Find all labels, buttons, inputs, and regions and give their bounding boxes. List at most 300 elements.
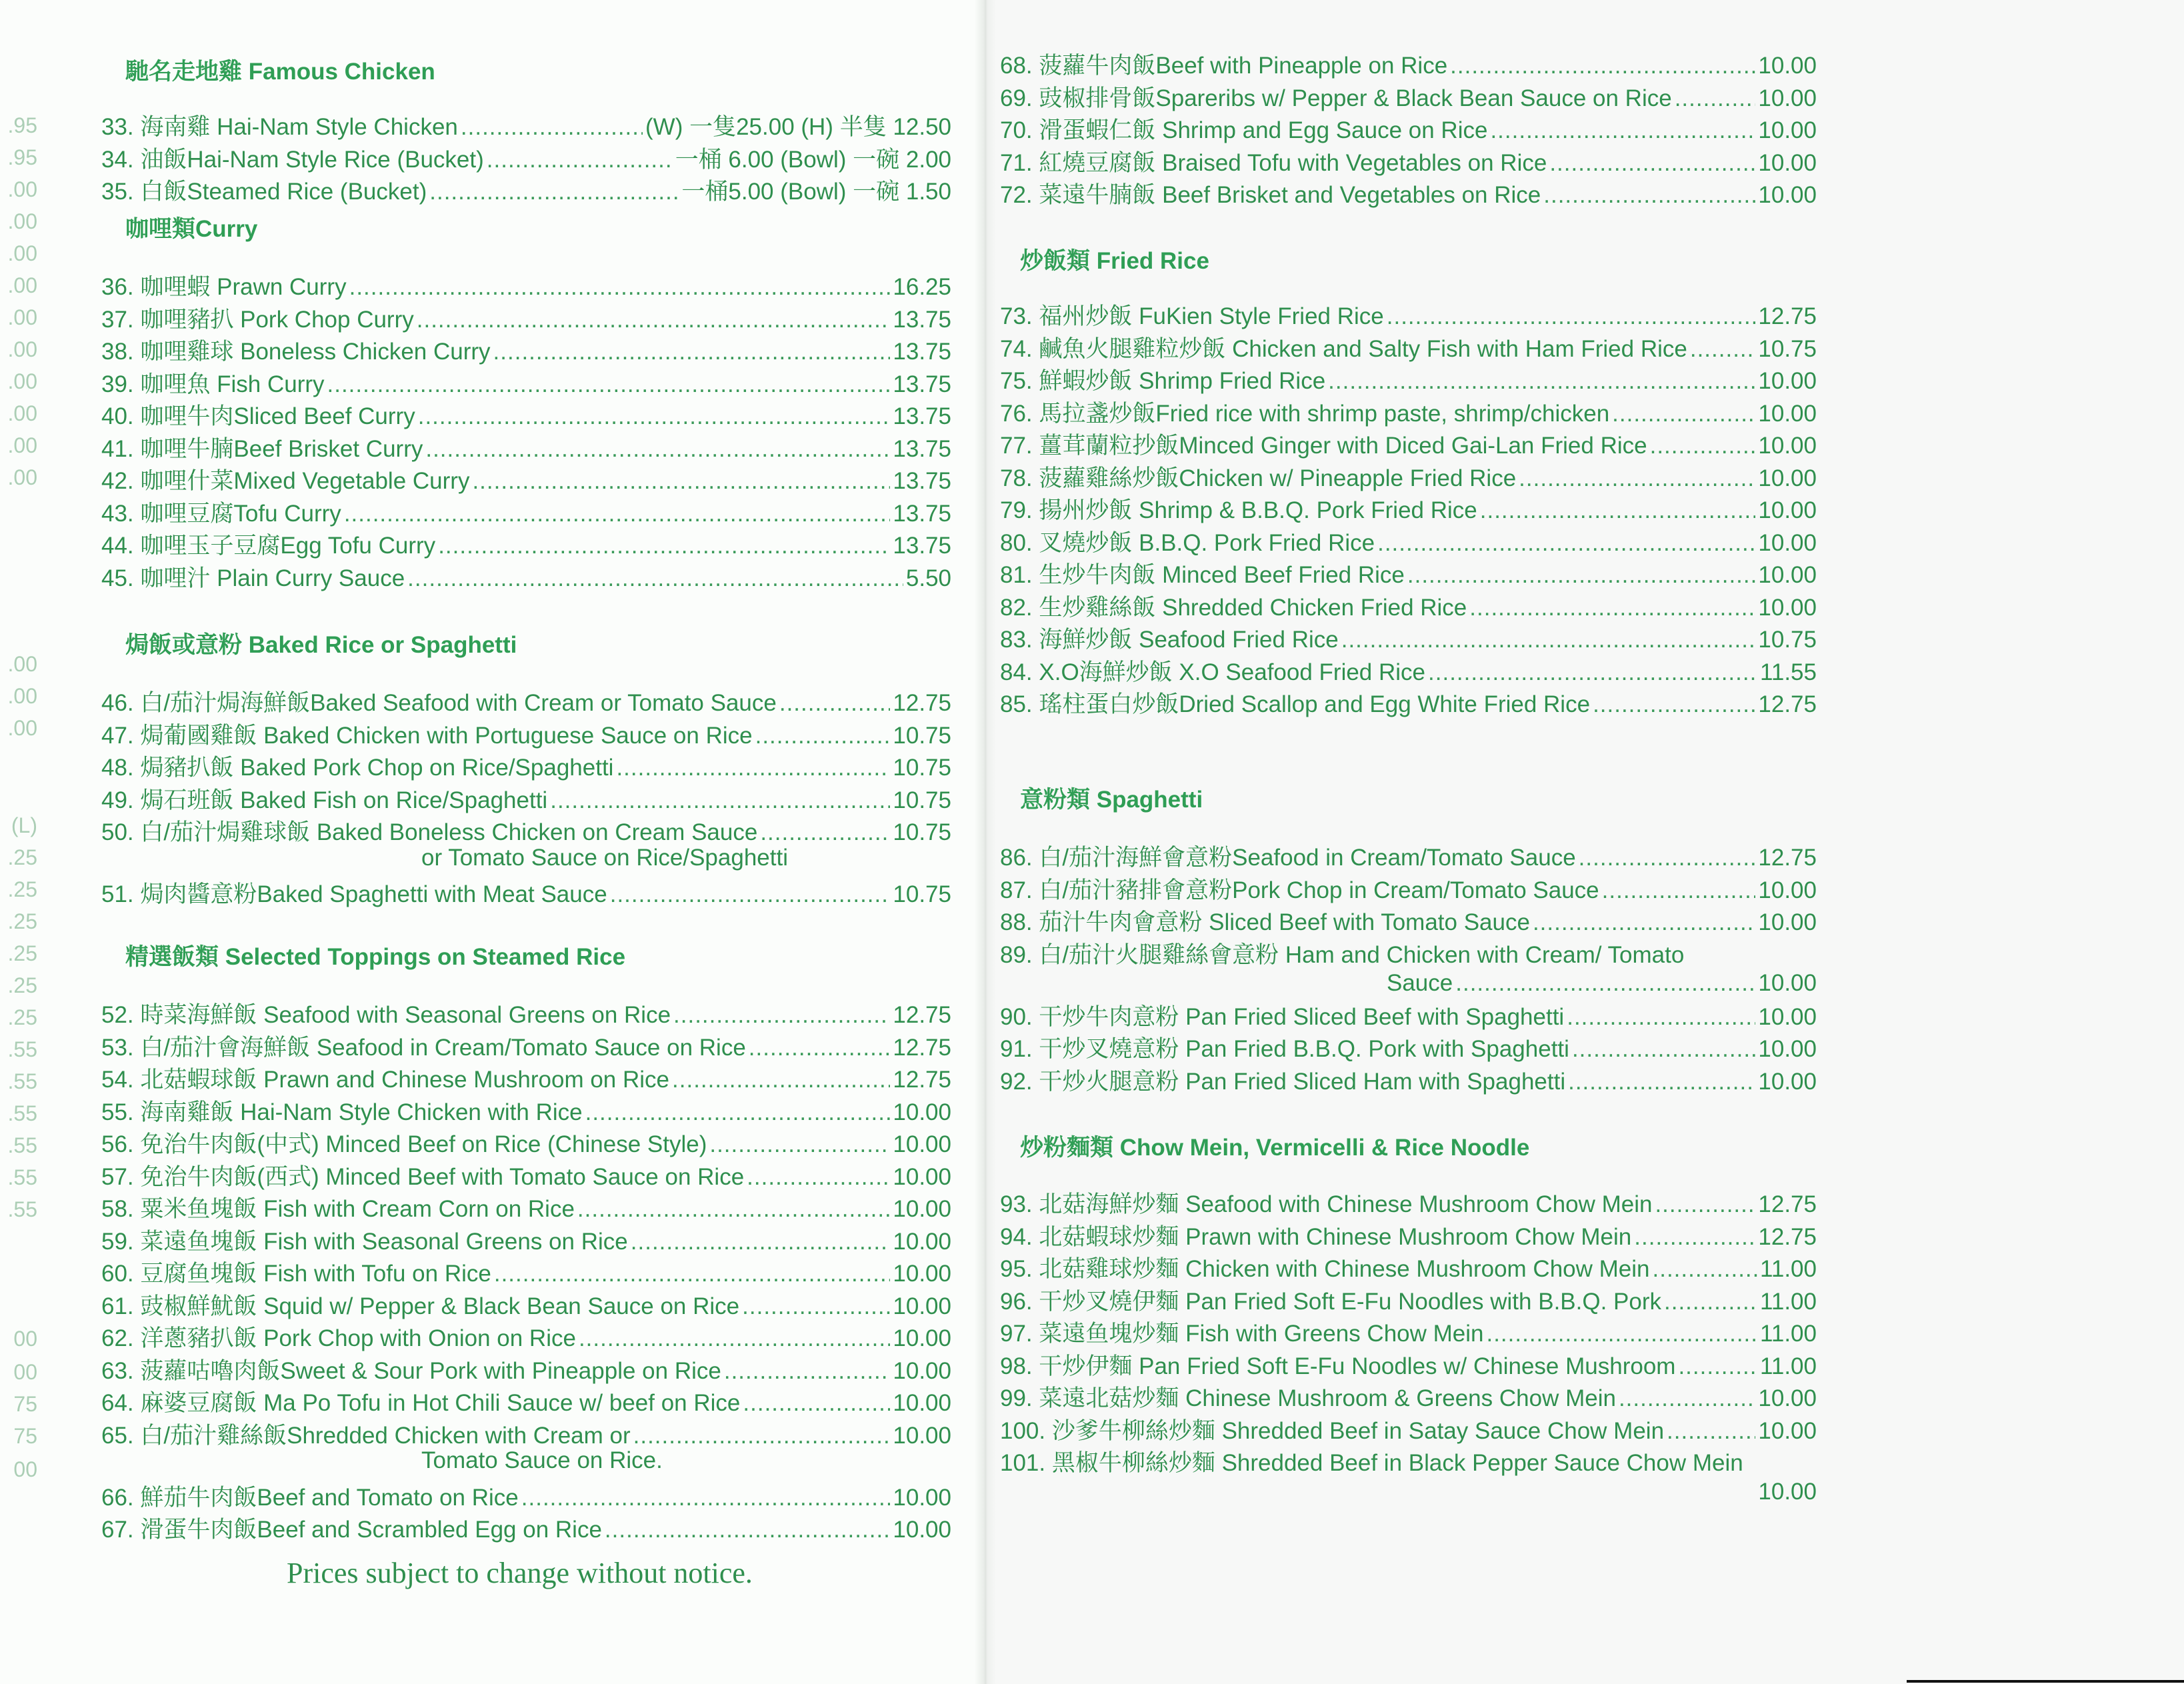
menu-item: [101, 401, 951, 432]
edge-fragment: .00: [7, 652, 37, 676]
menu-item-name: 61. 豉椒鮮魷飯 Squid w/ Pepper & Black Bean Sauce on Rice: [101, 1293, 740, 1319]
menu-item-name: 95. 北菇雞球炒麵 Chicken with Chinese Mushroom Chow Mein: [1000, 1256, 1650, 1282]
menu-item-name: 78. 菠蘿雞絲炒飯Chicken w/ Pineapple Fried Rice: [1000, 465, 1517, 491]
menu-item: [101, 1291, 951, 1322]
dot-leader: [417, 305, 891, 335]
dot-leader: [1407, 560, 1756, 591]
edge-fragment: .55: [7, 1037, 37, 1061]
continuation-text: Sauce: [1387, 970, 1453, 996]
dot-leader: [1634, 1222, 1755, 1253]
dot-leader: [461, 112, 643, 143]
dot-leader: [1387, 301, 1756, 332]
dot-leader: [616, 753, 890, 783]
menu-item: [1000, 625, 1817, 655]
menu-item-name: 58. 粟米鱼塊飯 Fish with Cream Corn on Rice: [101, 1196, 575, 1222]
menu-item: [101, 1356, 951, 1387]
menu-item-name: 35. 白飯Steamed Rice (Bucket): [101, 179, 427, 205]
dot-leader: [1690, 334, 1756, 365]
menu-item-price: 10.00: [893, 1357, 951, 1384]
menu-item: [1000, 1383, 1817, 1414]
menu-item-price: 10.00: [893, 1099, 951, 1125]
menu-item-price: 10.00: [1758, 53, 1817, 79]
menu-item: [101, 1227, 951, 1257]
menu-item-name: 81. 生炒牛肉飯 Minced Beef Fried Rice: [1000, 562, 1405, 588]
menu-item-name: 68. 菠蘿牛肉飯Beef with Pineapple on Rice: [1000, 53, 1448, 79]
menu-item: [101, 1259, 951, 1289]
menu-item-price: 10.00: [1758, 1068, 1817, 1095]
menu-item: [101, 1129, 951, 1160]
dot-leader: [407, 563, 903, 594]
menu-item-name: 44. 咖哩玉子豆腐Egg Tofu Curry: [101, 533, 436, 559]
page-fold: [975, 0, 996, 1684]
dot-leader: [673, 1000, 890, 1031]
menu-item: [101, 305, 951, 335]
menu-item-name: 98. 干炒伊麵 Pan Fried Soft E-Fu Noodles w/ Chinese Mushroom: [1000, 1353, 1676, 1379]
menu-item-price: 10.00: [893, 1484, 951, 1511]
menu-item-price: (W) 一隻25.00 (H) 半隻 12.50: [645, 114, 951, 140]
dot-leader: [1653, 1254, 1758, 1285]
dot-leader: [1543, 180, 1755, 211]
edge-fragment: .25: [7, 845, 37, 869]
menu-item-name: 51. 焗肉醬意粉Baked Spaghetti with Meat Sauce: [101, 881, 607, 907]
menu-item: [101, 721, 951, 751]
edge-fragment: .00: [7, 465, 37, 489]
menu-item-name: 53. 白/茄汁會海鮮飯 Seafood in Cream/Tomato Sauce on Rice: [101, 1034, 746, 1061]
dot-leader: [1450, 51, 1755, 81]
edge-fragment: 00: [13, 1360, 37, 1384]
menu-item: [1000, 83, 1817, 114]
edge-fragment: .00: [7, 716, 37, 740]
menu-item: [101, 817, 951, 848]
dot-leader: [747, 1162, 890, 1193]
menu-item-price: 10.00: [1758, 1036, 1817, 1062]
edge-fragment: .00: [7, 241, 37, 265]
menu-item: [101, 688, 951, 719]
menu-item-price: 10.00: [1758, 85, 1817, 111]
menu-item: [101, 145, 951, 175]
menu-item-price: 11.00: [1760, 1353, 1817, 1379]
menu-item-name: 66. 鮮茄牛肉飯Beef and Tomato on Rice: [101, 1484, 519, 1511]
menu-item-price: 13.75: [893, 371, 951, 397]
dot-leader: [438, 531, 890, 561]
edge-fragment: .00: [7, 273, 37, 297]
menu-item-name: 80. 叉燒炒飯 B.B.Q. Pork Fried Rice: [1000, 529, 1375, 556]
dot-leader: [1428, 657, 1757, 688]
edge-fragment: .00: [7, 369, 37, 393]
menu-item-name: 60. 豆腐鱼塊飯 Fish with Tofu on Rice: [101, 1261, 491, 1287]
dot-leader: [1490, 115, 1755, 146]
menu-item-name: 93. 北菇海鮮炒麵 Seafood with Chinese Mushroom Chow Mein: [1000, 1191, 1653, 1217]
menu-item-name: 36. 咖哩蝦 Prawn Curry: [101, 274, 347, 300]
edge-fragment: .55: [7, 1101, 37, 1125]
dot-leader: [327, 369, 891, 400]
menu-item-price: 12.75: [1758, 1223, 1817, 1250]
menu-item-price: 10.00: [1758, 877, 1817, 903]
menu-item: [101, 1323, 951, 1354]
menu-item-name: 64. 麻婆豆腐飯 Ma Po Tofu in Hot Chili Sauce w/ beef on Rice: [101, 1390, 741, 1416]
menu-item: [101, 272, 951, 303]
menu-item-name: 56. 免治牛肉飯(中式) Minced Beef on Rice (Chinese Style): [101, 1131, 707, 1157]
menu-item-name: 47. 焗葡國雞飯 Baked Chicken with Portuguese Sauce on Rice: [101, 722, 753, 749]
dot-leader: [344, 499, 891, 529]
menu-item-price: 10.00: [1758, 1385, 1817, 1411]
menu-item-price: 10.75: [893, 819, 951, 845]
edge-fragment: 75: [13, 1392, 37, 1416]
menu-item: [1000, 148, 1817, 179]
edge-fragment: .55: [7, 1133, 37, 1157]
menu-item-name: 73. 福州炒飯 FuKien Style Fried Rice: [1000, 303, 1384, 329]
menu-item-price: 13.75: [893, 468, 951, 494]
menu-item: [101, 563, 951, 594]
dot-leader: [760, 817, 890, 848]
menu-item-price: 10.00: [1758, 1417, 1817, 1444]
menu-item-name: 91. 干炒叉燒意粉 Pan Fried B.B.Q. Pork with Spaghetti: [1000, 1036, 1569, 1062]
menu-item: [101, 1194, 951, 1225]
menu-item-name: 69. 豉椒排骨飯Spareribs w/ Pepper & Black Bean Sauce on Rice: [1000, 85, 1672, 111]
menu-item-price: 13.75: [893, 339, 951, 365]
menu-item-name: 72. 菜遠牛腩飯 Beef Brisket and Vegetables on Rice: [1000, 182, 1541, 208]
dot-leader: [1328, 366, 1755, 397]
menu-item-name: 89. 白/茄汁火腿雞絲會意粉 Ham and Chicken with Cream/ Tomato: [1000, 941, 1685, 968]
dot-leader: [633, 1421, 891, 1451]
menu-item: [101, 1515, 951, 1545]
edge-fragment: .00: [7, 401, 37, 425]
dot-leader: [1519, 463, 1755, 494]
menu-item-price: 10.00: [1758, 465, 1817, 491]
edge-fragment: (L): [11, 813, 37, 837]
menu-item-price: 11.00: [1760, 1256, 1817, 1282]
dot-leader: [1678, 1351, 1757, 1382]
dot-leader: [1667, 1416, 1755, 1447]
section-title: 咖哩類Curry: [125, 216, 258, 242]
edge-fragment: 00: [13, 1457, 37, 1481]
menu-item: [1000, 528, 1817, 559]
menu-item-price: 10.75: [1758, 335, 1817, 362]
menu-item-price: 11.00: [1760, 1288, 1817, 1315]
menu-item-price: 10.75: [893, 881, 951, 907]
menu-item-name: 79. 揚州炒飯 Shrimp & B.B.Q. Pork Fried Rice: [1000, 497, 1477, 523]
edge-fragment: 00: [13, 1327, 37, 1351]
menu-item-price: 12.75: [1758, 303, 1817, 329]
dot-leader: [755, 721, 891, 751]
menu-item: [1000, 180, 1817, 211]
menu-item-name: 63. 菠蘿咕嚕肉飯Sweet & Sour Pork with Pineapple on Rice: [101, 1357, 721, 1384]
dot-leader: [1579, 843, 1756, 873]
menu-item-price: 11.00: [1760, 1321, 1817, 1347]
menu-item: [1000, 843, 1817, 873]
menu-item: [1000, 301, 1817, 332]
menu-item-name: 87. 白/茄汁豬排會意粉Pork Chop in Cream/Tomato Sauce: [1000, 877, 1599, 903]
menu-item: [101, 1162, 951, 1193]
menu-item: [1000, 1254, 1817, 1285]
menu-item-name: 97. 菜遠鱼塊炒麵 Fish with Greens Chow Mein: [1000, 1321, 1484, 1347]
menu-item-price: 12.75: [893, 690, 951, 716]
dot-leader: [1568, 1067, 1755, 1097]
menu-item: [1000, 1416, 1817, 1447]
menu-item-name: 99. 菜遠北菇炒麵 Chinese Mushroom & Greens Chow Mein: [1000, 1385, 1616, 1411]
menu-item-price: 13.75: [893, 306, 951, 333]
menu-item-continuation: [1000, 968, 1817, 999]
menu-item: [1000, 657, 1817, 688]
dot-leader: [494, 1259, 891, 1289]
menu-item-name: 43. 咖哩豆腐Tofu Curry: [101, 500, 341, 527]
dot-leader: [749, 1033, 891, 1063]
dot-leader: [605, 1515, 890, 1545]
menu-item: [101, 1388, 951, 1419]
menu-item-price: 12.75: [893, 1034, 951, 1061]
dot-leader: [487, 145, 673, 175]
menu-item-name: 42. 咖哩什菜Mixed Vegetable Curry: [101, 468, 470, 494]
dot-leader: [1650, 431, 1756, 461]
menu-item-price: 一桶 6.00 (Bowl) 一碗 2.00: [675, 146, 951, 173]
menu-item-name: 92. 干炒火腿意粉 Pan Fried Sliced Ham with Spaghetti: [1000, 1068, 1566, 1095]
dot-leader: [579, 1323, 890, 1354]
menu-item: [101, 1065, 951, 1095]
dot-leader: [724, 1356, 891, 1387]
menu-item-name: 88. 茄汁牛肉會意粉 Sliced Beef with Tomato Sauce: [1000, 909, 1530, 935]
menu-item: [1000, 1319, 1817, 1349]
menu-item-name: 46. 白/茄汁焗海鮮飯Baked Seafood with Cream or Tomato Sauce: [101, 690, 777, 716]
menu-item-name: 59. 菜遠鱼塊飯 Fish with Seasonal Greens on Rice: [101, 1228, 628, 1255]
menu-item-price: 10.00: [1758, 182, 1817, 208]
dot-leader: [631, 1227, 891, 1257]
menu-item-name: 76. 馬拉盞炒飯Fried rice with shrimp paste, shrimp/chicken: [1000, 400, 1610, 427]
menu-item-name: 70. 滑蛋蝦仁飯 Shrimp and Egg Sauce on Rice: [1000, 117, 1488, 143]
dot-leader: [1549, 148, 1755, 179]
menu-item-name: 67. 滑蛋牛肉飯Beef and Scrambled Egg on Rice: [101, 1517, 602, 1543]
dot-leader: [521, 1483, 891, 1513]
menu-item-price: 12.75: [893, 1067, 951, 1093]
menu-item: [1000, 431, 1817, 461]
edge-fragment: .00: [7, 337, 37, 361]
menu-item: [1000, 495, 1817, 526]
dot-leader: [425, 434, 890, 465]
menu-item: [101, 499, 951, 529]
edge-fragment: .55: [7, 1197, 37, 1221]
menu-item-continuation: [1000, 1477, 1817, 1507]
section-title: 意粉類 Spaghetti: [1020, 787, 1203, 813]
menu-item: [1000, 334, 1817, 365]
edge-fragment: .55: [7, 1165, 37, 1189]
menu-item: [1000, 463, 1817, 494]
price-notice: Prices subject to change without notice.: [287, 1557, 753, 1589]
menu-item-price: 13.75: [893, 403, 951, 429]
dot-leader: [1602, 875, 1756, 906]
menu-item: [1000, 1002, 1817, 1033]
menu-item-price: 10.00: [893, 1131, 951, 1157]
menu-item-name: 94. 北菇蝦球炒麵 Prawn with Chinese Mushroom Chow Mein: [1000, 1223, 1632, 1250]
menu-item-price: 10.00: [893, 1228, 951, 1255]
menu-item-price: 10.75: [893, 787, 951, 813]
menu-item: [1000, 115, 1817, 146]
dot-leader: [349, 272, 891, 303]
menu-item-name: 34. 油飯Hai-Nam Style Rice (Bucket): [101, 146, 484, 173]
menu-item-price: 10.00: [1758, 529, 1817, 556]
menu-item: [1000, 1351, 1817, 1382]
dot-leader: [742, 1291, 890, 1322]
menu-item: [1000, 366, 1817, 397]
menu-item-name: 62. 洋蔥豬扒飯 Pork Chop with Onion on Rice: [101, 1325, 576, 1351]
menu-item-price: 12.75: [1758, 1191, 1817, 1217]
dot-leader: [709, 1129, 890, 1160]
menu-item-price: 10.00: [893, 1517, 951, 1543]
menu-item-price: 10.00: [1758, 433, 1817, 459]
menu-item: [1000, 560, 1817, 591]
menu-item: [101, 1097, 951, 1128]
menu-item-name: 90. 干炒牛肉意粉 Pan Fried Sliced Beef with Spaghetti: [1000, 1003, 1565, 1030]
menu-item-name: 48. 焗豬扒飯 Baked Pork Chop on Rice/Spaghetti: [101, 755, 614, 781]
menu-item: [101, 879, 951, 910]
menu-item-name: 65. 白/茄汁雞絲飯Shredded Chicken with Cream or: [101, 1422, 631, 1449]
dot-leader: [577, 1194, 890, 1225]
menu-item: [101, 177, 951, 207]
menu-item-price: 12.75: [1758, 691, 1817, 717]
menu-item-price: 13.75: [893, 500, 951, 527]
edge-fragment: .00: [7, 177, 37, 201]
menu-item-price: 10.00: [893, 1325, 951, 1351]
continuation-text: Tomato Sauce on Rice.: [421, 1447, 663, 1473]
dot-leader: [493, 337, 891, 367]
menu-item-price: 10.00: [1758, 1003, 1817, 1030]
menu-item-price: 10.00: [1758, 400, 1817, 427]
section-title: 焗飯或意粉 Baked Rice or Spaghetti: [125, 632, 517, 658]
menu-item: [101, 785, 951, 816]
menu-item: [1000, 1222, 1817, 1253]
menu-item: [101, 753, 951, 783]
dot-leader: [1655, 1189, 1755, 1220]
menu-item-name: 84. X.O海鮮炒飯 X.O Seafood Fried Rice: [1000, 659, 1426, 685]
edge-fragment: .95: [7, 113, 37, 137]
menu-item-price: 10.00: [1758, 117, 1817, 143]
dot-leader: [1341, 625, 1756, 655]
section-title: 馳名走地雞 Famous Chicken: [125, 59, 435, 85]
menu-item-name: 96. 干炒叉燒伊麵 Pan Fried Soft E-Fu Noodles with B.B.Q. Pork: [1000, 1288, 1661, 1315]
menu-item: [1000, 399, 1817, 429]
dot-leader: [1675, 83, 1756, 114]
dot-leader: [743, 1388, 890, 1419]
menu-item-price: 10.00: [893, 1390, 951, 1416]
menu-item-name: 37. 咖哩豬扒 Pork Chop Curry: [101, 306, 414, 333]
menu-item: [1000, 1067, 1817, 1097]
dot-leader: [1612, 399, 1755, 429]
menu-item: [101, 531, 951, 561]
menu-item: [1000, 1448, 1817, 1479]
dot-leader: [1619, 1383, 1755, 1414]
menu-item: [101, 466, 951, 497]
dot-leader: [1486, 1319, 1757, 1349]
dot-leader: [1572, 1034, 1755, 1065]
menu-item-name: 85. 瑤柱蛋白炒飯Dried Scallop and Egg White Fried Rice: [1000, 691, 1591, 717]
edge-fragment: .25: [7, 941, 37, 965]
dot-leader: [1567, 1002, 1755, 1033]
dot-leader: [1533, 907, 1755, 938]
menu-item-price: 13.75: [893, 533, 951, 559]
menu-item-price: 12.75: [893, 1002, 951, 1028]
menu-item-price: 10.00: [1758, 594, 1817, 621]
section-title: 炒飯類 Fried Rice: [1020, 248, 1209, 274]
menu-item-price: 10.00: [893, 1196, 951, 1222]
menu-item: [101, 1483, 951, 1513]
dot-leader: [672, 1065, 890, 1095]
menu-item-price: 10.75: [893, 755, 951, 781]
menu-item: [1000, 1287, 1817, 1317]
menu-item-name: 33. 海南雞 Hai-Nam Style Chicken: [101, 114, 458, 140]
dot-leader: [429, 177, 679, 207]
menu-item: [1000, 51, 1817, 81]
dot-leader: [472, 466, 890, 497]
menu-item: [101, 1033, 951, 1063]
menu-item: [101, 369, 951, 400]
menu-item-name: 86. 白/茄汁海鮮會意粉Seafood in Cream/Tomato Sauce: [1000, 845, 1576, 871]
dot-leader: [1469, 593, 1755, 623]
menu-item-name: 82. 生炒雞絲飯 Shredded Chicken Fried Rice: [1000, 594, 1467, 621]
menu-item: [1000, 1034, 1817, 1065]
menu-item-price: 10.00: [1758, 149, 1817, 176]
edge-fragment: .25: [7, 973, 37, 997]
dot-leader: [1664, 1287, 1757, 1317]
menu-item-name: 50. 白/茄汁焗雞球飯 Baked Boneless Chicken on Cream Sauce: [101, 819, 758, 845]
menu-item: [101, 1421, 951, 1451]
menu-item-name: 41. 咖哩牛腩Beef Brisket Curry: [101, 435, 423, 462]
edge-fragment: .25: [7, 1005, 37, 1029]
menu-item: [1000, 940, 1817, 971]
dot-leader: [779, 688, 891, 719]
edge-fragment: .25: [7, 909, 37, 933]
menu-item-price: 10.00: [1758, 970, 1817, 996]
menu-item-price: 10.00: [1758, 909, 1817, 935]
menu-item-price: 10.00: [1758, 368, 1817, 394]
section-title: 精選飯類 Selected Toppings on Steamed Rice: [125, 944, 626, 970]
menu-item-price: 16.25: [893, 274, 951, 300]
menu-item-price: 11.55: [1760, 659, 1817, 685]
menu-item-name: 74. 鹹魚火腿雞粒炒飯 Chicken and Salty Fish with Ham Fried Rice: [1000, 335, 1687, 362]
menu-item-price: 10.75: [1758, 627, 1817, 653]
menu-item-name: 101. 黑椒牛柳絲炒麵 Shredded Beef in Black Pepper Sauce Chow Mein: [1000, 1450, 1743, 1476]
dot-leader: [1480, 495, 1756, 526]
menu-item-price: 10.00: [1758, 1478, 1817, 1505]
menu-item-price: 10.00: [893, 1293, 951, 1319]
menu-item-price: 10.75: [893, 722, 951, 749]
menu-item-price: 13.75: [893, 435, 951, 462]
menu-item: [1000, 593, 1817, 623]
continuation-text: or Tomato Sauce on Rice/Spaghetti: [421, 844, 788, 871]
menu-item: [1000, 1189, 1817, 1220]
section-title: 炒粉麵類 Chow Mein, Vermicelli & Rice Noodle: [1020, 1135, 1530, 1161]
menu-item-name: 54. 北菇蝦球飯 Prawn and Chinese Mushroom on Rice: [101, 1067, 670, 1093]
menu-item-name: 75. 鮮蝦炒飯 Shrimp Fried Rice: [1000, 368, 1326, 394]
dot-leader: [585, 1097, 891, 1128]
menu-item-name: 39. 咖哩魚 Fish Curry: [101, 371, 325, 397]
edge-fragment: .95: [7, 145, 37, 169]
menu-item-name: 49. 焗石班飯 Baked Fish on Rice/Spaghetti: [101, 787, 548, 813]
scan-edge-line: [1907, 1680, 2184, 1683]
menu-item: [101, 434, 951, 465]
menu-item: [1000, 689, 1817, 720]
menu-item: [101, 1000, 951, 1031]
menu-item-name: 45. 咖哩汁 Plain Curry Sauce: [101, 565, 405, 591]
menu-item-price: 10.00: [893, 1422, 951, 1449]
edge-fragment: .00: [7, 433, 37, 457]
menu-item-name: 55. 海南雞飯 Hai-Nam Style Chicken with Rice: [101, 1099, 583, 1125]
dot-leader: [1377, 528, 1755, 559]
menu-item-price: 10.00: [893, 1163, 951, 1190]
edge-fragment: .00: [7, 684, 37, 708]
edge-fragment: .00: [7, 305, 37, 329]
menu-item: [101, 337, 951, 367]
menu-item-name: 71. 紅燒豆腐飯 Braised Tofu with Vegetables on Rice: [1000, 149, 1547, 176]
dot-leader: [1593, 689, 1755, 720]
edge-fragment: .55: [7, 1069, 37, 1093]
